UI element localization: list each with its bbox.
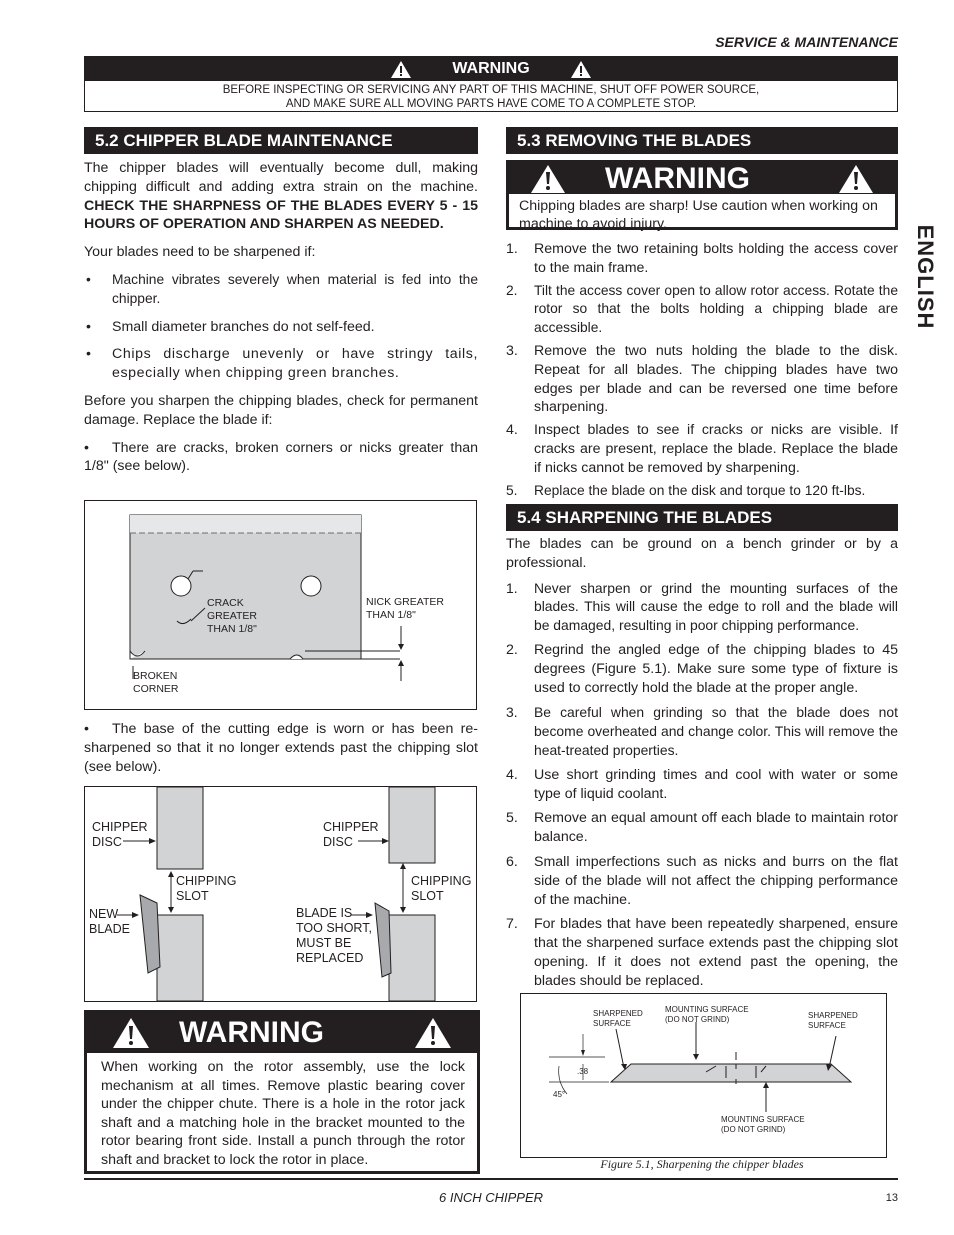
figure-caption: Figure 5.1, Sharpening the chipper blades [600,1157,804,1171]
bullet-item: • The base of the cutting edge is worn or has been re-sharpened so that it no longer extends past the chipping slot (see below). [84,721,478,775]
rotor-warning-box [84,1010,480,1174]
step-text: Remove an equal amount off each blade to maintain rotor balance. [534,810,898,846]
top-warning-line: AND MAKE SURE ALL MOVING PARTS HAVE COME TO A COMPLETE STOP. [285,98,697,110]
fig-label-line: SURFACE [808,1021,846,1030]
disc-label-line: DISC [92,835,122,849]
language-label: ENGLISH [913,224,938,330]
crack-label [207,597,257,636]
new-blade-label [89,907,130,937]
warning-triangle-icon [111,1016,151,1050]
bullet-item: • Machine vibrates severely when material is fed into the chipper. [84,271,478,309]
removal-steps-list [506,240,898,500]
too-short-line: TOO SHORT, [296,921,372,935]
footer-title: 6 INCH CHIPPER [438,1190,544,1205]
crack-label-line: THAN 1/8" [207,623,257,635]
list-item: 5. Replace the blade on the disk and torque to 120 ft-lbs. [506,482,866,498]
new-blade-line: NEW [89,907,119,921]
list-item: 5. Remove an equal amount off each blade to maintain rotor balance. [506,810,898,846]
blade-warning-bar [509,163,895,194]
fig-label-line: (DO NOT GRIND) [665,1015,730,1024]
chipper-disc-label-left [92,820,148,850]
slot-label-line: SLOT [411,889,444,903]
warning-triangle-icon [570,60,592,79]
rotor-warning-text: When working on the rotor assembly, use the lock mechanism at all times. Remove plastic bearing cover under the chipper chute. There is a hole in the rotor jack shaft and a matching hole in the bracket mounted to the rotor bearing front side. Install a punch through the rotor shaft and bracket to lock the rotor in place. [101,1059,465,1168]
warning-triangle-icon [390,60,412,79]
chipping-slot-label-right [411,874,471,904]
warning-triangle-icon [413,1016,453,1050]
slot-label-line: CHIPPING [411,874,472,888]
paragraph [84,159,478,234]
sharpening-section [506,504,898,991]
step-text: Be careful when grinding so that the blade does not become overheated and change color. This will remove the heat-treated properties. [534,704,898,758]
blade-damage-figure [84,500,477,710]
mounting-surface-label-top [665,1005,749,1025]
warning-triangle-icon [837,164,875,194]
broken-label-line: BROKEN [133,670,178,682]
list-item: 1. Remove the two retaining bolts holding the access cover to the main frame. [506,241,898,276]
step-text: Inspect blades to see if cracks or nicks are visible. If cracks are present, replace the blade. Replace the blade if nicks cannot be removed by sharpening. [534,422,898,476]
fig-label-line: SURFACE [593,1019,631,1028]
top-warning-text [85,81,897,111]
paragraph-bold-text: CHECK THE SHARPNESS OF THE BLADES EVERY 5 - 15 HOURS OF OPERATION AND SHARPEN AS NEEDED. [84,197,478,233]
broken-corner-label [133,670,179,696]
step-text: Remove the two retaining bolts holding the access cover to the main frame. [534,241,898,276]
mounting-surface-label-bottom [721,1115,805,1135]
step-text: Regrind the angled edge of the chipping blades to 45 degrees (Figure 5.1). Make sure some type of fixture is used to correctly hold the blade at the proper angle. [534,641,898,696]
rotor-warning-bar [87,1013,477,1053]
step-text: Never sharpen or grind the mounting surfaces of the blades. This will cause the edge to roll and the blade will be damaged, resulting in poor chipping performance. [534,579,898,634]
top-warning-line: BEFORE INSPECTING OR SERVICING ANY PART OF THIS MACHINE, SHUT OFF POWER SOURCE, [222,84,760,96]
paragraph: The blades can be ground on a bench grinder or by a professional. [506,536,898,571]
page-number: 13 [885,1192,898,1204]
top-warning-box [84,56,898,112]
paragraph: Your blades need to be sharpened if: [84,244,316,261]
language-side-tab [910,225,940,329]
list-item: 4. Inspect blades to see if cracks or nicks are visible. If cracks are present, replace the blade. Replace the blade if nicks cannot be removed by sharpening. [506,422,898,476]
slot-label-line: CHIPPING [176,874,237,888]
blade-warning-text: Chipping blades are sharp! Use caution when working on machine to avoid injury. [519,198,878,232]
step-text: Small imperfections such as nicks and burrs on the flat side of the blade will not affect the chipping performance of the machine. [534,853,898,908]
fig-label-line: MOUNTING SURFACE [721,1115,805,1124]
disc-label-line: CHIPPER [92,820,148,834]
paragraph-text: The chipper blades will eventually become dull, making chipping difficult and adding extra strain on the machine. [84,160,478,195]
sharpened-surface-label-right [808,1011,858,1031]
fig-label-line: (DO NOT GRIND) [721,1125,786,1134]
disc-label-line: DISC [323,835,353,849]
list-item: 6. Small imperfections such as nicks and burrs on the flat side of the blade will not affect the chipping performance of the machine. [506,853,898,908]
nick-label-line: NICK GREATER [366,596,444,608]
chipping-slot-figure [84,786,477,1002]
broken-label-line: CORNER [133,683,179,695]
too-short-label [296,906,372,966]
crack-label-line: GREATER [207,610,257,622]
step-text: Use short grinding times and cool with water or some type of liquid coolant. [534,766,898,802]
blade-warning-word: WARNING [605,161,750,195]
dimension-label: .38 [577,1067,589,1076]
fig-label-line: SHARPENED [593,1009,643,1018]
list-item: 4. Use short grinding times and cool with water or some type of liquid coolant. [506,766,898,802]
nick-label [366,596,444,622]
warning-triangle-icon [529,164,567,194]
left-column [84,127,478,476]
step-text: Tilt the access cover open to allow rotor access. Rotate the rotor so that the bolts holding a chipping blade are accessible. [534,282,898,336]
too-short-line: BLADE IS [296,906,353,920]
bullet-item: • Small diameter branches do not self-feed. [84,318,478,337]
bullet-text: The base of the cutting edge is worn or has been re-sharpened so that it no longer extends past the chipping slot (see below). [84,721,478,775]
list-item: 3. Be careful when grinding so that the blade does not become overheated and change color. This will remove the heat-treated properties. [506,704,898,758]
new-blade-line: BLADE [89,922,130,936]
crack-label-line: CRACK [207,597,244,609]
step-text: Remove the two nuts holding the blade to the disk. Repeat for all blades. The chipping blades have two edges per blade and can be reversed one time before sharpening. [534,342,898,416]
too-short-line: REPLACED [296,951,364,965]
blade-warning-box [506,160,898,230]
list-item: 7. For blades that have been repeatedly sharpened, ensure that the sharpened surface extends past the chipping slot opening. If it does not extend past the opening, the blades should be replaced. [506,916,898,989]
rotor-warning-word: WARNING [179,1016,324,1049]
list-item: 2. Tilt the access cover open to allow rotor access. Rotate the rotor so that the bolts holding a chipping blade are accessible. [506,282,898,336]
chipper-disc-label-right [323,820,379,850]
list-item: 1. Never sharpen or grind the mounting surfaces of the blades. This will cause the edge to roll and the blade will be damaged, resulting in poor chipping performance. [506,579,898,634]
page-header-title: SERVICE & MAINTENANCE [715,34,898,50]
right-column [506,127,898,500]
too-short-line: MUST BE [296,936,352,950]
step-text: Replace the blade on the disk and torque to 120 ft-lbs. [534,482,866,498]
angle-label: 45° [553,1090,566,1099]
bullet-item: • Chips discharge unevenly or have stringy tails, especially when chipping green branches. [84,345,478,383]
section-heading-5-2: 5.2 CHIPPER BLADE MAINTENANCE [84,127,478,154]
step-text: For blades that have been repeatedly sharpened, ensure that the sharpened surface extends past the chipping slot opening. If it does not extend past the opening, the blades should be replaced. [534,916,898,989]
nick-label-line: THAN 1/8" [366,609,416,621]
bullet-item: • There are cracks, broken corners or nicks greater than 1/8" (see below). [84,439,478,475]
sharpened-surface-label-left [593,1009,643,1029]
list-item: 2. Regrind the angled edge of the chipping blades to 45 degrees (Figure 5.1). Make sure some type of fixture is used to correctly hold the blade at the proper angle. [506,641,898,696]
fig-label-line: SHARPENED [808,1011,858,1020]
top-warning-bar [85,57,897,81]
section-heading-5-3: 5.3 REMOVING THE BLADES [506,127,898,154]
disc-label-line: CHIPPER [323,820,379,834]
paragraph: Before you sharpen the chipping blades, check for permanent damage. Replace the blade if: [84,392,478,428]
list-item: 3. Remove the two nuts holding the blade to the disk. Repeat for all blades. The chipping blades have two edges per blade and can be reversed one time before sharpening. [506,342,898,416]
top-warning-word: WARNING [452,60,530,77]
chipping-slot-label-left [176,874,236,904]
section-heading-5-4: 5.4 SHARPENING THE BLADES [506,504,898,531]
bullet-text: There are cracks, broken corners or nicks greater than 1/8" (see below). [84,439,478,475]
sharpening-figure [520,993,887,1158]
footer-rule [84,1178,898,1180]
fig-label-line: MOUNTING SURFACE [665,1005,749,1014]
slot-label-line: SLOT [176,889,209,903]
